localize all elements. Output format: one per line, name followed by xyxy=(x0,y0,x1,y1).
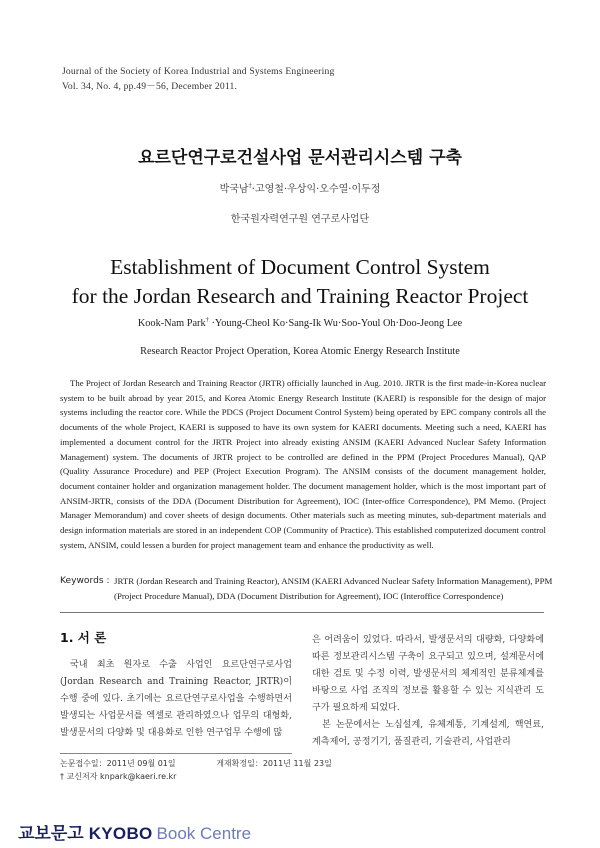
other-authors-ko: ·고영철·우상익·오수열·이두정 xyxy=(251,184,381,195)
journal-issue: Vol. 34, No. 4, pp.49－56, December 2011. xyxy=(62,81,238,92)
corresponding-mark-en: † xyxy=(205,316,209,324)
logo-korean: 교보문고 xyxy=(18,824,84,844)
title-en-line2: for the Jordan Research and Training Reactor Project xyxy=(71,284,529,308)
body-right-paragraph-1: 은 어려움이 있었다. 따라서, 발생문서의 대량화, 다양화에 따른 정보관리시스템 구축이 요구되고 있으며, 설계문서에 대한 검토 및 수정 이력, 발생문서의 체계적인 분류체계를 바탕으로 사업 조직의 정보를 활용할 수 있는 지식관리 도구가 필요하게 되었다. xyxy=(312,635,544,713)
authors-english xyxy=(0,318,600,329)
footnote-dates xyxy=(60,757,360,770)
footnotes xyxy=(60,757,360,783)
affiliation-english: Research Reactor Project Operation, Korea Atomic Energy Research Institute xyxy=(140,346,460,357)
footer-banner xyxy=(0,815,600,848)
journal-name: Journal of the Society of Korea Industrial and Systems Engineering xyxy=(62,66,335,77)
corresponding-author: † 교신저자 knpark@kaeri.re.kr xyxy=(60,772,177,781)
logo-english: KYOBO xyxy=(88,824,153,843)
accepted-date: 게재확정일：2011년 11월 23일 xyxy=(216,759,332,768)
abstract: The Project of Jordan Research and Training Reactor (JRTR) officially launched in Aug. 2010. JRTR is the first made-in-Korea nuclear system to be built abroad by year 2015, and Korea Atomic Energy Research Institute (KAERI) is responsible for the design of major systems including the reactor core. While the PDCS (Project Document Control System) being operated by EPC company controls all the documents of the whole Project, KAERI is supposed to have its own system for KAERI documents. Meeting such a need, KAERI has implemented a document control for the JRTR Project into already existing ANSIM (KAERI Advanced Nuclear Safety Information Management) system. The documents of JRTR project to be controlled are defined in the PPM (Project Procedures Manual), QAP (Quality Assurance Procedure) and PEP (Project Execution Program). The ANSIM consists of the document management holder, document container holder and organization management holder. The document management holder, which is the most important part of ANSIM-JRTR, consists of the DDA (Document Distribution for Agreement), IOC (Inter-office Correspondence), PM Memo. (Project Manager Memorandum) and cover sheets of design documents. Other materials such as meeting minutes, sub-department materials and design information materials are stored in an independent COP (Community of Practice). This established computerized document control system, ANSIM, could lessen a burden for project management team and enhance the productivity as well. xyxy=(60,378,546,550)
keywords xyxy=(60,574,555,603)
first-author-ko: 박국남 xyxy=(219,184,249,195)
keywords-label: Keywords : xyxy=(60,576,110,586)
body-right-paragraph-2: 본 논문에서는 노심설계, 유체계통, 기계설계, 핵연료, 계측제어, 공정기기, 품질관리, 기술관리, 사업관리 xyxy=(312,720,544,747)
kyobo-logo xyxy=(18,819,251,844)
corresponding-mark: † xyxy=(248,181,252,190)
first-author-en: Kook-Nam Park xyxy=(137,318,206,329)
title-korean: 요르단연구로건설사업 문서관리시스템 구축 xyxy=(138,148,462,168)
title-en-line1: Establishment of Document Control System xyxy=(110,255,490,279)
footnote-divider xyxy=(60,753,292,754)
journal-header xyxy=(62,64,334,94)
received-date: 논문접수일：2011년 09월 01일 xyxy=(60,759,176,768)
keywords-text: JRTR (Jordan Research and Training Reactor), ANSIM (KAERI Advanced Nuclear Safety Information Management), PPM (Project Procedure Manual), DDA (Document Distribution for Agreement), IOC (Interoffice Correspondence) xyxy=(114,576,553,601)
section-heading: 1. 서 론 xyxy=(60,630,107,645)
authors-korean xyxy=(0,180,600,195)
other-authors-en: ·Young-Cheol Ko·Sang-Ik Wu·Soo-Youl Oh·Doo-Jeong Lee xyxy=(208,318,463,329)
logo-subtitle: Book Centre xyxy=(156,824,252,843)
section-divider xyxy=(60,612,544,613)
body-left-column: 국내 최초 원자로 수출 사업인 요르단연구로사업(Jordan Research and Training Reactor, JRTR)이 수행 중에 있다. 초기에는 요르단연구로사업을 수행하면서 발생되는 사업문서를 엑셀로 관리하였으나 업무의 대형화, 발생문서의 다양화 및 대용화로 인한 연구업무 수행에 많 xyxy=(60,660,292,738)
affiliation-korean: 한국원자력연구원 연구로사업단 xyxy=(230,214,370,225)
body-right-column xyxy=(312,632,544,751)
title-english xyxy=(0,253,600,311)
